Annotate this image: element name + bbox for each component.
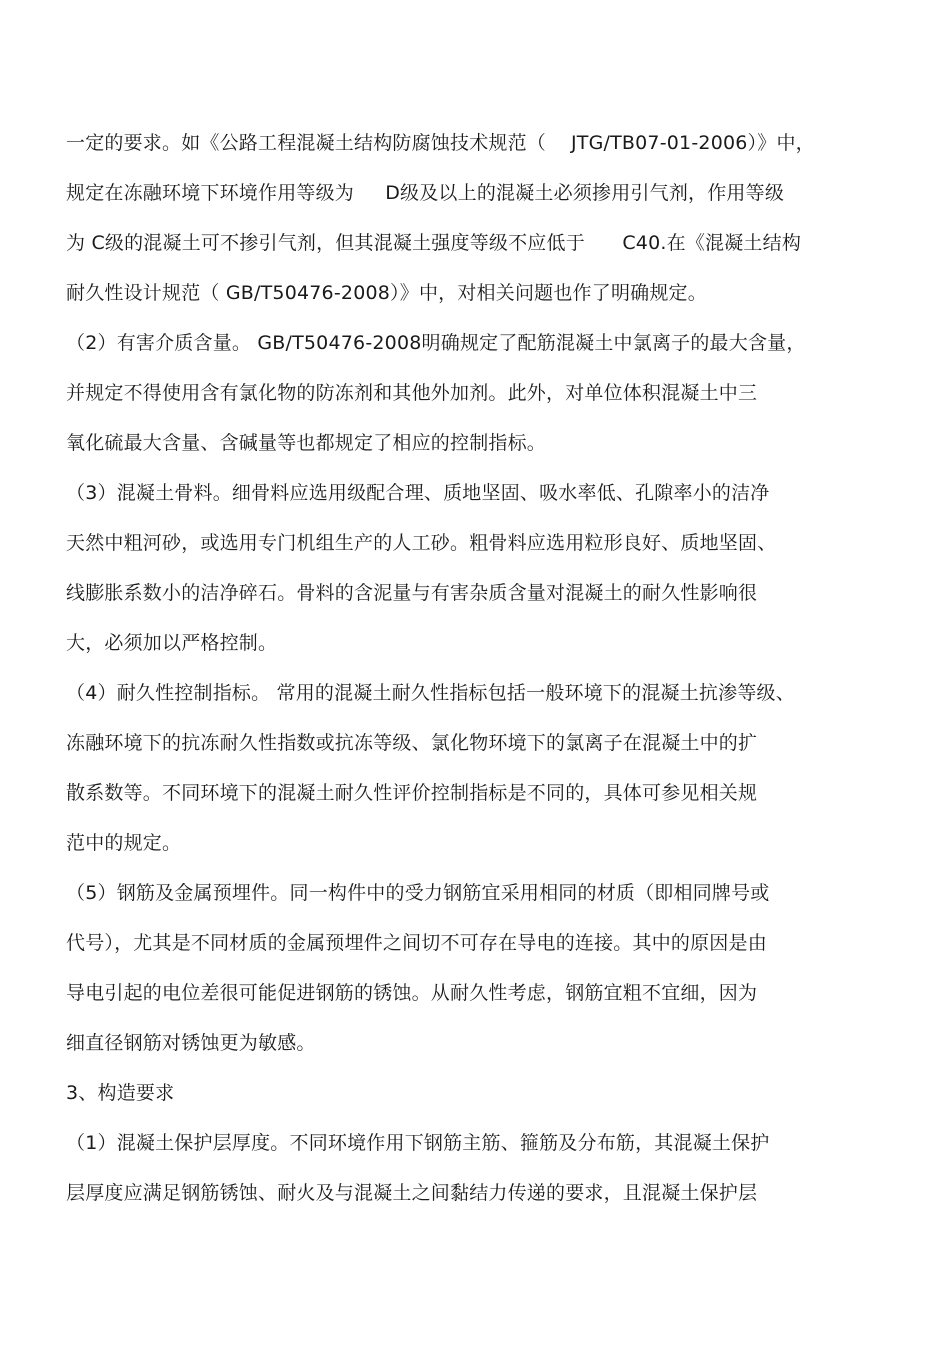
text-line: （2）有害介质含量。 GB/T50476-2008明确规定了配筋混凝土中氯离子的最大含量，	[66, 332, 806, 354]
text-line: 线膨胀系数小的洁净碎石。骨料的含泥量与有害杂质含量对混凝土的耐久性影响很	[66, 582, 758, 604]
text-line: 为 C级的混凝土可不掺引气剂，但其混凝土强度等级不应低于 C40.在《混凝土结构	[66, 232, 802, 254]
text-line: 耐久性设计规范（ GB/T50476-2008）》中，对相关问题也作了明确规定。	[66, 282, 707, 304]
section-heading: 3、构造要求	[66, 1082, 175, 1104]
text-line: （4）耐久性控制指标。 常用的混凝土耐久性指标包括一般环境下的混凝土抗渗等级、	[66, 682, 795, 704]
text-line: 细直径钢筋对锈蚀更为敏感。	[66, 1032, 316, 1054]
text-line: 层厚度应满足钢筋锈蚀、耐火及与混凝土之间黏结力传递的要求，且混凝土保护层	[66, 1182, 758, 1204]
text-line: （5）钢筋及金属预埋件。同一构件中的受力钢筋宜采用相同的材质（即相同牌号或	[66, 882, 770, 904]
text-line: （1）混凝土保护层厚度。不同环境作用下钢筋主筋、箍筋及分布筋，其混凝土保护	[66, 1132, 770, 1154]
text-line: 规定在冻融环境下环境作用等级为 D级及以上的混凝土必须掺用引气剂，作用等级	[66, 182, 785, 204]
text-line: 大，必须加以严格控制。	[66, 632, 278, 654]
text-line: 冻融环境下的抗冻耐久性指数或抗冻等级、氯化物环境下的氯离子在混凝土中的扩	[66, 732, 758, 754]
text-line: 并规定不得使用含有氯化物的防冻剂和其他外加剂。此外，对单位体积混凝土中三	[66, 382, 758, 404]
text-line: 代号），尤其是不同材质的金属预埋件之间切不可存在导电的连接。其中的原因是由	[66, 932, 767, 954]
text-line: 天然中粗河砂，或选用专门机组生产的人工砂。粗骨料应选用粒形良好、质地坚固、	[66, 532, 777, 554]
text-line: 范中的规定。	[66, 832, 182, 854]
text-line: 散系数等。不同环境下的混凝土耐久性评价控制指标是不同的，具体可参见相关规	[66, 782, 758, 804]
text-line: 氧化硫最大含量、含碱量等也都规定了相应的控制指标。	[66, 432, 547, 454]
text-line: 导电引起的电位差很可能促进钢筋的锈蚀。从耐久性考虑，钢筋宜粗不宜细，因为	[66, 982, 758, 1004]
text-line: （3）混凝土骨料。细骨料应选用级配合理、质地坚固、吸水率低、孔隙率小的洁净	[66, 482, 770, 504]
text-line: 一定的要求。如《公路工程混凝土结构防腐蚀技术规范（ JTG/TB07-01-2006）》中，	[66, 132, 815, 154]
